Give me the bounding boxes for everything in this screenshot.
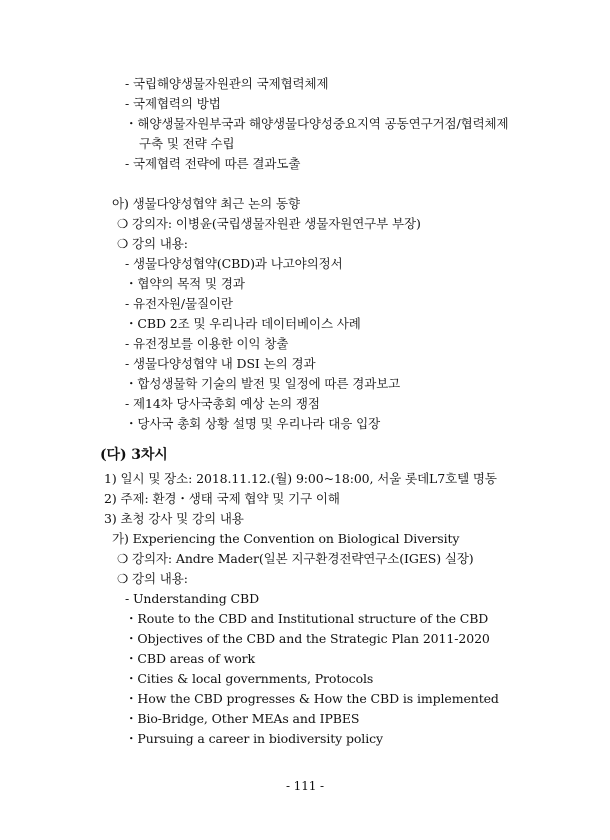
list-item: ・Bio-Bridge, Other MEAs and IPBES — [125, 711, 360, 726]
list-item: - 국제협력 전략에 따른 결과도출 — [125, 156, 301, 171]
date-place-line: 1) 일시 및 장소: 2018.11.12.(월) 9:00~18:00, 서울 롯데L7호텔 명동 — [104, 471, 497, 486]
section-title: 아) 생물다양성협약 최근 논의 동향 — [112, 196, 300, 211]
list-item: 구축 및 전략 수립 — [139, 136, 235, 151]
page-number: - 111 - — [286, 779, 324, 793]
list-item: - 유전정보를 이용한 이익 창출 — [125, 336, 289, 351]
lecture-title: 가) Experiencing the Convention on Biological Diversity — [112, 531, 460, 546]
list-item: ・Pursuing a career in biodiversity policy — [125, 731, 383, 746]
list-item: - 생물다양성협약 내 DSI 논의 경과 — [125, 356, 316, 371]
list-item: - 국제협력의 방법 — [125, 96, 221, 111]
list-item: ・Cities & local governments, Protocols — [125, 671, 374, 686]
list-item: ・당사국 총회 상황 설명 및 우리나라 대응 입장 — [125, 416, 381, 431]
content-label: ❍ 강의 내용: — [117, 236, 188, 251]
list-item: - 국립해양생물자원관의 국제협력체제 — [125, 76, 329, 91]
list-item: ・협약의 목적 및 경과 — [125, 276, 245, 291]
list-item: ・합성생물학 기술의 발전 및 일정에 따른 경과보고 — [125, 376, 401, 391]
section-heading: (다) 3차시 — [100, 447, 168, 463]
lecturer-line: ❍ 강의자: 이병윤(국립생물자원관 생물자원연구부 부장) — [117, 216, 421, 231]
invited-line: 3) 초청 강사 및 강의 내용 — [104, 511, 244, 526]
content-label: ❍ 강의 내용: — [117, 571, 188, 586]
list-item: - 생물다양성협약(CBD)과 나고야의정서 — [125, 256, 343, 271]
list-item: ・해양생물자원부국과 해양생물다양성중요지역 공동연구거점/협력체제 — [125, 116, 509, 131]
list-item: ・CBD areas of work — [125, 651, 256, 666]
list-item: ・Objectives of the CBD and the Strategic Plan 2011-2020 — [125, 631, 490, 646]
list-item: - 제14차 당사국총회 예상 논의 쟁점 — [125, 396, 320, 411]
list-item: ・CBD 2조 및 우리나라 데이터베이스 사례 — [125, 316, 361, 331]
list-item: - 유전자원/물질이란 — [125, 296, 233, 311]
list-item: ・Route to the CBD and Institutional structure of the CBD — [125, 611, 489, 626]
list-item: ・How the CBD progresses & How the CBD is implemented — [125, 691, 499, 706]
list-item: - Understanding CBD — [125, 591, 259, 606]
topic-line: 2) 주제: 환경・생태 국제 협약 및 기구 이해 — [104, 491, 340, 506]
lecturer-line: ❍ 강의자: Andre Mader(일본 지구환경전략연구소(IGES) 실장) — [117, 551, 474, 566]
